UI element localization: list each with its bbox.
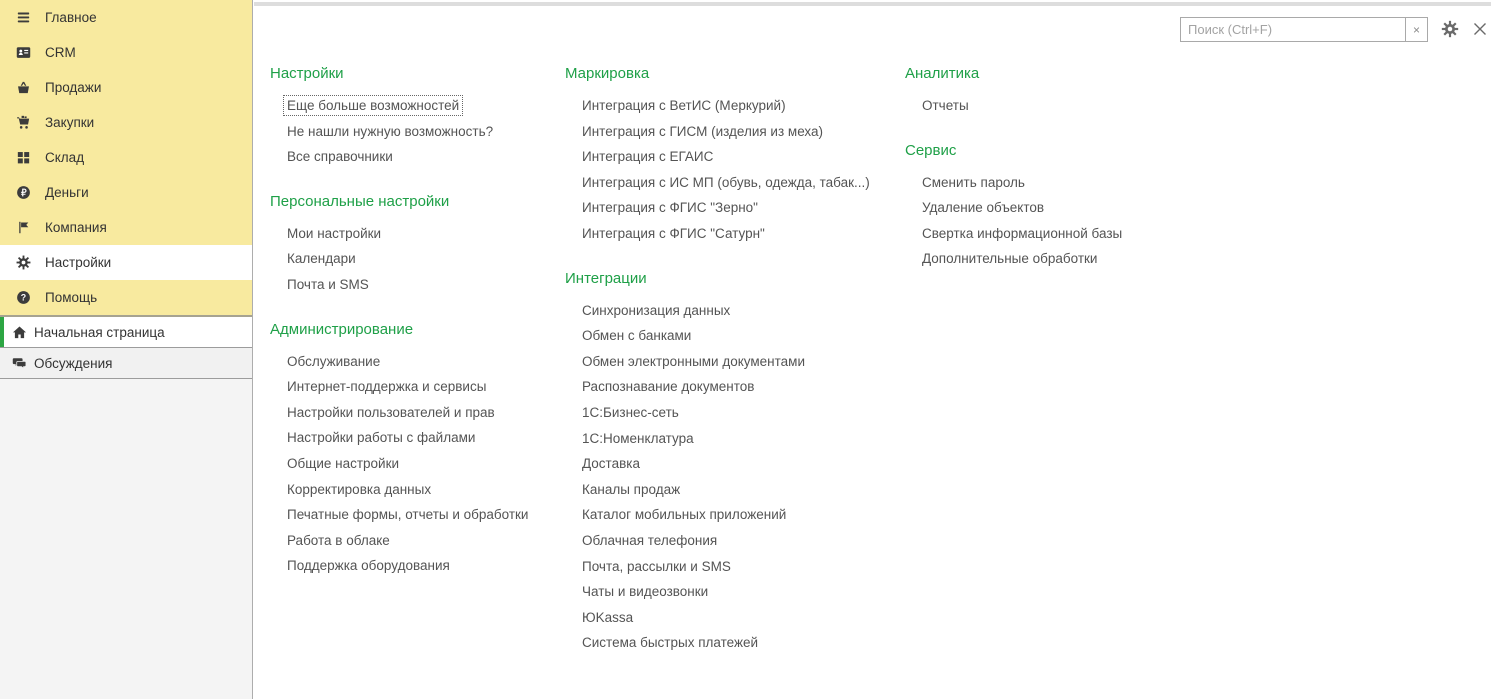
menu-link-label[interactable]: Поддержка оборудования	[287, 558, 450, 574]
menu-link-label[interactable]: Интеграция с ЕГАИС	[582, 149, 714, 165]
sidebar-item-settings[interactable]	[0, 245, 252, 280]
menu-link-label[interactable]: Каналы продаж	[582, 481, 681, 497]
menu-link-label[interactable]: Каталог мобильных приложений	[582, 507, 787, 523]
menu-link-label[interactable]: Интеграция с ВетИС (Меркурий)	[582, 98, 786, 113]
menu-link	[582, 554, 910, 580]
menu-link	[287, 221, 555, 247]
menu-link	[287, 400, 555, 426]
sidebar-item-sales[interactable]	[0, 70, 252, 105]
menu-link-label[interactable]: Интеграция с ФГИС "Сатурн"	[582, 225, 765, 241]
menu-link-label[interactable]: Настройки работы с файлами	[287, 430, 476, 446]
crm-card-icon	[14, 44, 32, 61]
menu-link	[582, 400, 910, 426]
menu-link-label[interactable]: Синхронизация данных	[582, 302, 731, 318]
sidebar-item-label: Главное	[45, 10, 97, 25]
close-icon	[1472, 21, 1488, 40]
menu-link-label[interactable]: Интеграция с ФГИС "Зерно"	[582, 200, 758, 216]
menu-link-label[interactable]: Интеграция с ГИСМ (изделия из меха)	[582, 123, 824, 139]
search-input[interactable]	[1180, 17, 1405, 42]
menu-link-label[interactable]: Мои настройки	[287, 225, 382, 241]
menu-link	[287, 477, 555, 503]
sidebar-item-label: Склад	[45, 150, 85, 165]
menu-link-label[interactable]: Настройки пользователей и прав	[287, 404, 495, 420]
menu-link-label[interactable]: Распознавание документов	[582, 379, 755, 395]
menu-link-label[interactable]: Почта и SMS	[287, 276, 369, 292]
section-links	[270, 221, 555, 298]
menu-link	[582, 374, 910, 400]
search-clear-button[interactable]	[1405, 17, 1428, 42]
menu-link-label[interactable]: 1С:Бизнес-сеть	[582, 404, 679, 420]
menu-link-label[interactable]: Печатные формы, отчеты и обработки	[287, 507, 529, 523]
sidebar-item-help[interactable]	[0, 280, 252, 315]
sidebar-sections-list	[0, 0, 252, 315]
menu-link-label[interactable]: ЮKassa	[582, 609, 634, 625]
menu-link-label[interactable]: Удаление объектов	[922, 200, 1045, 216]
menu-column-1	[270, 64, 555, 601]
menu-link-label[interactable]: Интеграция с ИС МП (обувь, одежда, табак...)	[582, 174, 870, 190]
section-title: Интеграции	[565, 269, 647, 287]
menu-column-3	[905, 64, 1215, 294]
sidebar	[0, 0, 253, 699]
section-title: Администрирование	[270, 320, 414, 338]
menu-link	[582, 298, 910, 324]
menu-link-label[interactable]: Все справочники	[287, 149, 393, 165]
warehouse-icon	[14, 149, 32, 166]
gear-icon	[14, 254, 32, 271]
menu-link	[922, 93, 1215, 119]
section-integrations	[565, 269, 910, 656]
menu-link	[582, 119, 910, 145]
menu-link	[287, 272, 555, 298]
menu-link-label[interactable]: Обмен электронными документами	[582, 353, 806, 369]
sidebar-item-label: Продажи	[45, 80, 102, 95]
menu-link-label[interactable]: Сменить пароль	[922, 174, 1025, 190]
menu-link-label[interactable]: Доставка	[582, 456, 640, 472]
menu-link-label[interactable]: Еще больше возможностей	[283, 95, 463, 116]
section-links	[905, 93, 1215, 119]
sidebar-item-main[interactable]	[0, 0, 252, 35]
menu-link	[287, 246, 555, 272]
section-links	[905, 170, 1215, 272]
menu-link	[922, 221, 1215, 247]
cart-icon	[14, 114, 32, 131]
menu-link	[287, 374, 555, 400]
svg-text:?: ?	[20, 292, 26, 303]
menu-link-label[interactable]: Чаты и видеозвонки	[582, 584, 709, 600]
section-title: Сервис	[905, 141, 957, 159]
menu-link	[922, 195, 1215, 221]
section-title: Персональные настройки	[270, 192, 450, 210]
menu-link	[922, 170, 1215, 196]
sidebar-item-discussions[interactable]	[0, 347, 252, 379]
sidebar-item-money[interactable]	[0, 175, 252, 210]
section-personal-settings	[270, 192, 555, 298]
section-links	[565, 93, 910, 247]
gear-icon	[1440, 19, 1460, 42]
menu-link	[582, 579, 910, 605]
menu-link-label[interactable]: Интернет-поддержка и сервисы	[287, 379, 487, 395]
section-links	[270, 349, 555, 579]
menu-link-label[interactable]: Работа в облаке	[287, 532, 390, 548]
settings-gear-button[interactable]	[1438, 18, 1462, 42]
menu-link-label[interactable]: Обслуживание	[287, 353, 381, 369]
menu-link	[582, 349, 910, 375]
sidebar-item-label: Начальная страница	[34, 324, 165, 340]
sidebar-item-label: Обсуждения	[34, 355, 113, 371]
close-button[interactable]	[1468, 18, 1492, 42]
menu-link	[582, 605, 910, 631]
menu-link-label[interactable]: Отчеты	[922, 98, 969, 113]
sidebar-item-company[interactable]	[0, 210, 252, 245]
section-analytics	[905, 64, 1215, 119]
section-service	[905, 141, 1215, 272]
sidebar-item-label: Компания	[45, 220, 107, 235]
sidebar-item-label: CRM	[45, 45, 76, 60]
home-icon	[10, 324, 28, 341]
menu-link	[287, 144, 555, 170]
menu-link	[582, 502, 910, 528]
section-title: Маркировка	[565, 65, 650, 82]
menu-link	[582, 323, 910, 349]
menu-link	[582, 426, 910, 452]
sidebar-item-label: Закупки	[45, 115, 95, 130]
menu-link-label[interactable]: Не нашли нужную возможность?	[287, 123, 494, 139]
sidebar-item-label: Деньги	[45, 185, 89, 200]
menu-link-label[interactable]: Почта, рассылки и SMS	[582, 558, 731, 574]
menu-link	[287, 553, 555, 579]
section-links	[270, 93, 555, 170]
section-title: Аналитика	[905, 65, 980, 82]
basket-icon	[14, 79, 32, 96]
menu-link	[287, 451, 555, 477]
menu-link-label[interactable]: 1С:Номенклатура	[582, 430, 694, 446]
sidebar-item-label: Помощь	[45, 290, 98, 305]
menu-link	[582, 93, 910, 119]
section-settings	[270, 64, 555, 170]
menu-link-label[interactable]: Общие настройки	[287, 455, 400, 471]
main-panel	[254, 0, 1500, 699]
menu-link	[287, 425, 555, 451]
menu-link	[582, 195, 910, 221]
section-marking	[565, 64, 910, 247]
sidebar-item-home[interactable]	[0, 315, 252, 347]
section-links	[565, 298, 910, 656]
menu-link-label[interactable]: Дополнительные обработки	[922, 251, 1098, 267]
menu-icon	[14, 9, 32, 26]
menu-link	[582, 451, 910, 477]
ruble-icon	[14, 184, 32, 201]
menu-link	[287, 349, 555, 375]
menu-link	[287, 93, 555, 119]
menu-link-label[interactable]: Календари	[287, 251, 356, 267]
flag-icon	[14, 219, 32, 236]
menu-column-2	[565, 64, 910, 678]
menu-link	[582, 144, 910, 170]
search-clear-icon: ×	[1412, 22, 1420, 37]
menu-link	[287, 119, 555, 145]
menu-link-label[interactable]: Корректировка данных	[287, 481, 432, 497]
sidebar-item-purchases[interactable]	[0, 105, 252, 140]
menu-link	[582, 477, 910, 503]
menu-link-label[interactable]: Обмен с банками	[582, 328, 692, 344]
menu-link-label[interactable]: Облачная телефония	[582, 532, 718, 548]
menu-link	[582, 528, 910, 554]
menu-link	[922, 246, 1215, 272]
menu-link	[287, 502, 555, 528]
sidebar-item-crm[interactable]	[0, 35, 252, 70]
top-edge-strip	[254, 2, 1491, 6]
sidebar-item-label: Настройки	[45, 255, 112, 270]
menu-link	[287, 528, 555, 554]
section-administration	[270, 320, 555, 579]
menu-link-label[interactable]: Свертка информационной базы	[922, 225, 1123, 241]
sidebar-bottom-group	[0, 315, 252, 379]
sidebar-item-warehouse[interactable]	[0, 140, 252, 175]
section-title: Настройки	[270, 65, 344, 82]
chat-icon	[10, 355, 28, 372]
search-box	[1180, 17, 1428, 42]
menu-link	[582, 630, 910, 656]
menu-link-label[interactable]: Система быстрых платежей	[582, 635, 759, 651]
menu-link	[582, 170, 910, 196]
menu-link	[582, 221, 910, 247]
question-icon	[14, 289, 32, 306]
